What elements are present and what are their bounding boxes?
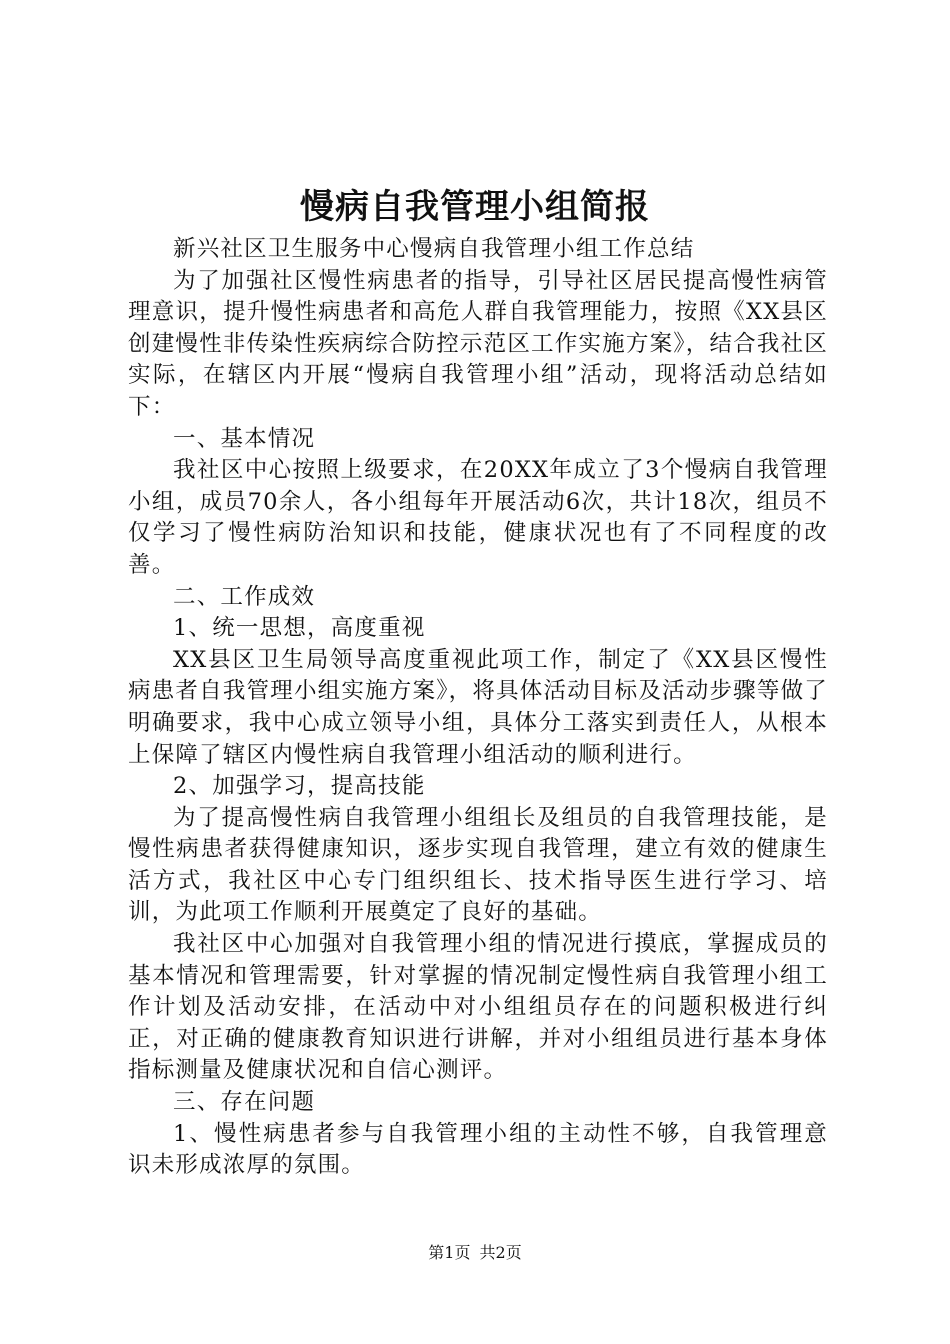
section-2-sub-2-paragraph-1: 为了提高慢性病自我管理小组组长及组员的自我管理技能，是慢性病患者获得健康知识，逐步实现自我管理，建立有效的健康生活方式，我社区中心专门组织组长、技术指导医生进行学习、培训，为此项工作顺利开展奠定了良好的基础。 xyxy=(128,804,828,926)
section-2-sub-1-paragraph: XX县区卫生局领导高度重视此项工作，制定了《XX县区慢性病患者自我管理小组实施方案》，将具体活动目标及活动步骤等做了明确要求，我中心成立领导小组，具体分工落实到责任人，从根本上保障了辖区内慢性病自我管理小组活动的顺利进行。 xyxy=(128,646,828,768)
page-footer xyxy=(0,1241,950,1265)
section-3-item-1: 1、慢性病患者参与自我管理小组的主动性不够，自我管理意识未形成浓厚的氛围。 xyxy=(128,1120,828,1179)
section-2-sub-1-heading: 1、统一思想，高度重视 xyxy=(173,615,426,642)
page-title: 慢病自我管理小组简报 xyxy=(300,187,650,227)
section-3-heading: 三、存在问题 xyxy=(173,1089,316,1116)
page-total: 共2页 xyxy=(479,1243,522,1262)
section-1-heading: 一、基本情况 xyxy=(173,425,316,452)
section-1-paragraph: 我社区中心按照上级要求，在20XX年成立了3个慢病自我管理小组，成员70余人，各小组每年开展活动6次，共计18次，组员不仅学习了慢性病防治知识和技能，健康状况也有了不同程度的改善。 xyxy=(128,457,828,578)
document-body xyxy=(128,234,828,1182)
intro-paragraph: 为了加强社区慢性病患者的指导，引导社区居民提高慢性病管理意识，提升慢性病患者和高危人群自我管理能力，按照《XX县区创建慢性非传染性疾病综合防控示范区工作实施方案》，结合我社区实际，在辖区内开展“慢病自我管理小组”活动，现将活动总结如下： xyxy=(128,267,828,420)
section-2-heading: 二、工作成效 xyxy=(173,583,316,610)
document-subtitle: 新兴社区卫生服务中心慢病自我管理小组工作总结 xyxy=(173,236,695,262)
page-number: 第1页 xyxy=(428,1243,471,1262)
section-2-sub-2-heading: 2、加强学习，提高技能 xyxy=(173,773,426,800)
section-2-sub-2-paragraph-2: 我社区中心加强对自我管理小组的情况进行摸底，掌握成员的基本情况和管理需要，针对掌握的情况制定慢性病自我管理小组工作计划及活动安排，在活动中对小组组员存在的问题积极进行纠正，对正确的健康教育知识进行讲解，并对小组组员进行基本身体指标测量及健康状况和自信心测评。 xyxy=(128,931,828,1084)
